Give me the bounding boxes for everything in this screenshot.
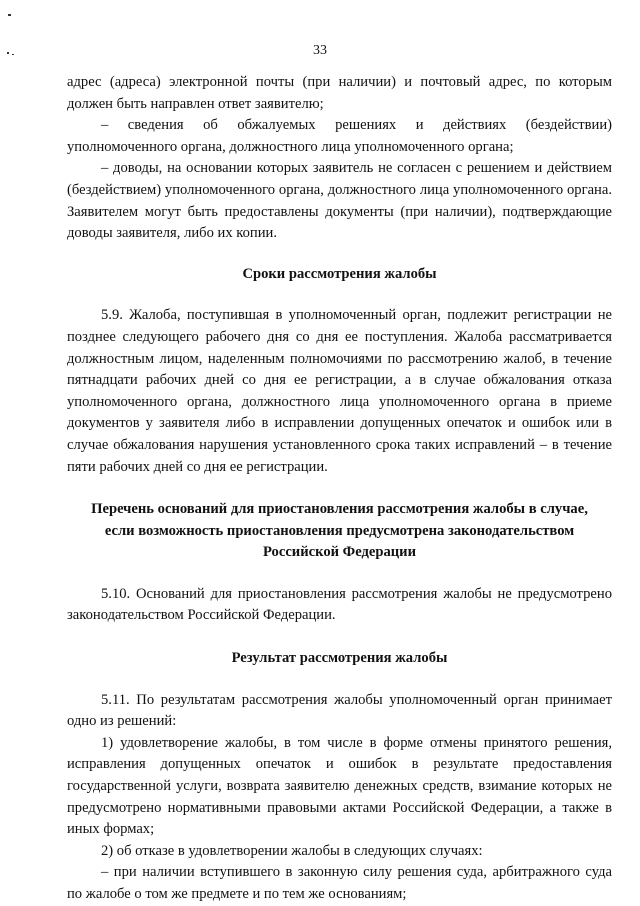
document-body: [67, 72, 612, 906]
paragraph-5-9: 5.9. Жалоба, поступившая в уполномоченный орган, подлежит регистрации не позднее следующего рабочего дня со дня ее поступления. Жалоба рассматривается должностным лицом, наделенным полномочиями по рассмотрению жалоб, в течение пятнадцати рабочих дней со дня ее регистрации, а в случае обжалования отказа уполномоченного органа, должностного лица уполномоченного органа в приеме документов у заявителя либо в исправлении допущенных опечаток и ошибок или в случае обжалования нарушения установленного срока таких исправлений – в течение пяти рабочих дней со дня ее регистрации.: [67, 307, 612, 475]
heading-suspension-grounds: Перечень оснований для приостановления рассмотрения жалобы в случае, если возможность приостановления предусмотрена законодательством Российской Федерации: [91, 501, 588, 561]
paragraph-court-decision: – при наличии вступившего в законную силу решения суда, арбитражного суда по жалобе о том же предмете и по тем же основаниям;: [67, 864, 612, 902]
paragraph-5-11: 5.11. По результатам рассмотрения жалобы уполномоченный орган принимает одно из решений:: [67, 691, 612, 730]
paragraph-decision-1: 1) удовлетворение жалобы, в том числе в форме отмены принятого решения, исправления допущенных опечаток и ошибок в результате предоставления государственной услуги, возврата заявителю денежных средств, взимание которых не предусмотрено нормативными правовыми актами Российской Федерации, а также в иных формах;: [67, 734, 612, 838]
page-number: 33: [313, 43, 327, 58]
paragraph-complaint-address: адрес (адреса) электронной почты (при наличии) и почтовый адрес, по которым должен быть направлен ответ заявителю;: [67, 74, 612, 112]
paragraph-decision-2: 2) об отказе в удовлетворении жалобы в следующих случаях:: [101, 842, 483, 859]
paragraph-arguments: – доводы, на основании которых заявитель не согласен с решением и действием (бездействием) уполномоченного органа, должностного лица уполномоченного органа. Заявителем могут быть предоставлены документы (при наличии), подтверждающие доводы заявителя, либо их копии.: [67, 160, 612, 242]
heading-review-terms: Сроки рассмотрения жалобы: [242, 265, 437, 282]
paragraph-5-10: 5.10. Оснований для приостановления рассмотрения жалобы не предусмотрено законодательством Российской Федерации.: [67, 585, 612, 624]
paragraph-appealed-decisions: – сведения об обжалуемых решениях и действиях (бездействии) уполномоченного органа, должностного лица уполномоченного органа;: [67, 117, 612, 155]
scan-artifact-mark: [8, 14, 11, 16]
heading-review-result: Результат рассмотрения жалобы: [231, 650, 448, 667]
